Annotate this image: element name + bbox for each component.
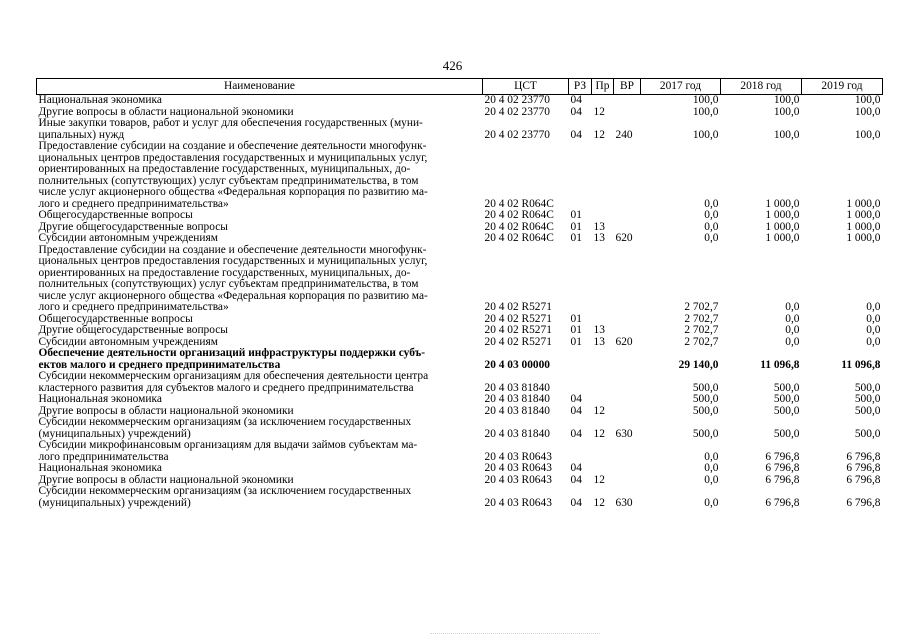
- table-row: [37, 394, 883, 406]
- row-vr: 630: [615, 427, 633, 440]
- budget-table: [36, 78, 883, 509]
- row-value-2017: 100,0: [692, 128, 719, 141]
- row-value-2019: 500,0: [854, 393, 881, 405]
- row-vr: [614, 406, 641, 418]
- row-value-2017: 100,0: [692, 105, 719, 118]
- row-name: Общегосударственные вопросы: [38, 312, 193, 325]
- header-pr: Пр: [592, 79, 614, 95]
- row-value-2019: 100,0: [854, 94, 881, 106]
- row-cst: 20 4 02 R5271: [484, 335, 552, 348]
- row-value-2017: 0,0: [704, 197, 719, 210]
- row-value-2019: 0,0: [866, 312, 881, 325]
- row-name: Национальная экономика: [38, 393, 162, 405]
- row-cst: 20 4 03 R0643: [484, 496, 552, 509]
- row-name: Субсидии некоммерческим организациям (за исключением государственных (муниципальных) учреждений): [38, 485, 412, 509]
- row-value-2019: 0,0: [866, 324, 881, 336]
- row-cst: 20 4 02 R064C: [484, 197, 554, 210]
- row-value-2018: 6 796,8: [765, 450, 800, 463]
- row-cst: 20 4 03 81840: [484, 427, 550, 440]
- row-rz: [569, 245, 592, 314]
- row-vr: [614, 475, 641, 487]
- row-value-2017: 100,0: [692, 94, 719, 106]
- row-rz: 04: [570, 473, 582, 486]
- row-cst: 20 4 03 81840: [484, 393, 550, 405]
- row-pr: [592, 463, 614, 475]
- row-value-2017: 500,0: [692, 393, 719, 405]
- row-pr: 13: [593, 220, 605, 233]
- row-rz: 01: [570, 232, 582, 244]
- row-value-2017: 0,0: [704, 496, 719, 509]
- row-pr: 13: [593, 335, 605, 348]
- row-value-2019: 500,0: [854, 381, 881, 394]
- row-cst: 20 4 03 R0643: [484, 462, 552, 474]
- row-rz: 04: [570, 427, 582, 440]
- row-rz: [569, 371, 592, 394]
- row-name: Предоставление субсидии на создание и обеспечение деятельности многофунк- циональных центров предоставления государственных и муниципальных услуг, ориентированных на предоставление государственных, муниципальных, до- полнительных (сопутствующих) услуг субъектам предпринимательства, в том числе услуг акционерного общества «Федеральная корпорация по развитию ма- лого и среднего предпринимательства»: [38, 243, 428, 313]
- row-rz: 04: [570, 462, 582, 474]
- row-rz: 01: [570, 209, 582, 221]
- header-row: [37, 79, 883, 95]
- row-name: Общегосударственные вопросы: [38, 209, 193, 221]
- table-row: [37, 118, 883, 141]
- row-vr: [614, 325, 641, 337]
- table-row: [37, 325, 883, 337]
- row-value-2018: 0,0: [785, 301, 800, 313]
- header-2017: 2017 год: [641, 79, 721, 95]
- row-value-2018: 6 796,8: [765, 462, 800, 474]
- table-body: [37, 95, 883, 510]
- table-row: [37, 486, 883, 509]
- page-number: 426: [442, 58, 463, 73]
- row-rz: 04: [570, 128, 582, 141]
- row-rz: 01: [570, 220, 582, 233]
- table-row: [37, 348, 883, 371]
- row-value-2017: 0,0: [704, 232, 719, 244]
- row-name: Другие вопросы в области национальной экономики: [38, 473, 294, 486]
- header-2018: 2018 год: [721, 79, 802, 95]
- row-cst: 20 4 02 R064C: [484, 232, 554, 244]
- row-value-2017: 2 702,7: [684, 324, 719, 336]
- row-name: Другие вопросы в области национальной экономики: [38, 105, 294, 118]
- header-2019: 2019 год: [802, 79, 883, 95]
- row-name: Субсидии некоммерческим организациям (за исключением государственных (муниципальных) учреждений): [38, 416, 412, 440]
- row-value-2019: 100,0: [854, 128, 881, 141]
- row-value-2018: 100,0: [773, 94, 800, 106]
- row-vr: [614, 371, 641, 394]
- row-value-2019: 1 000,0: [846, 197, 881, 210]
- row-pr: 12: [593, 128, 605, 141]
- row-value-2018: 1 000,0: [765, 220, 800, 233]
- header-name: Наименование: [37, 79, 483, 95]
- row-vr: [614, 394, 641, 406]
- row-vr: [614, 141, 641, 210]
- row-vr: [614, 440, 641, 463]
- row-vr: [614, 95, 641, 107]
- row-cst: 20 4 02 23770: [484, 94, 550, 106]
- row-pr: [592, 394, 614, 406]
- row-rz: 04: [570, 496, 582, 509]
- row-value-2019: 500,0: [854, 404, 881, 417]
- row-cst: 20 4 02 23770: [484, 105, 550, 118]
- row-name: Иные закупки товаров, работ и услуг для обеспечения государственных (муни- ципальных) нужд: [38, 117, 423, 141]
- table-row: [37, 210, 883, 222]
- row-rz: [569, 348, 592, 371]
- row-cst: 20 4 02 R5271: [484, 324, 552, 336]
- row-value-2017: 2 702,7: [684, 301, 719, 313]
- table-row: [37, 463, 883, 475]
- row-name: Обеспечение деятельности организаций инфраструктуры поддержки субъ- ектов малого и среднего предпринимательства: [38, 347, 426, 371]
- row-rz: 04: [570, 393, 582, 405]
- header-rz: РЗ: [569, 79, 592, 95]
- row-pr: [592, 440, 614, 463]
- row-value-2019: 6 796,8: [846, 473, 881, 486]
- row-rz: [569, 440, 592, 463]
- table-row: [37, 233, 883, 245]
- row-pr: [592, 95, 614, 107]
- row-value-2017: 0,0: [704, 450, 719, 463]
- row-value-2017: 500,0: [692, 427, 719, 440]
- row-cst: 20 4 02 R064C: [484, 220, 554, 233]
- row-value-2017: 0,0: [704, 220, 719, 233]
- header-cst: ЦСТ: [483, 79, 569, 95]
- row-cst: 20 4 02 23770: [484, 128, 550, 141]
- row-value-2018: 500,0: [773, 393, 800, 405]
- row-value-2018: 1 000,0: [765, 197, 800, 210]
- row-vr: 240: [615, 128, 633, 141]
- row-value-2019: 1 000,0: [846, 220, 881, 233]
- row-cst: 20 4 03 00000: [484, 358, 550, 371]
- row-cst: 20 4 02 R064C: [484, 209, 554, 221]
- page-bottom-artifact: [430, 633, 600, 638]
- row-vr: 620: [615, 335, 633, 348]
- row-name: Субсидии микрофинансовым организациям для выдачи займов субъектам ма- лого предпринимательства: [38, 439, 418, 463]
- row-pr: 13: [593, 324, 605, 336]
- row-value-2017: 500,0: [692, 404, 719, 417]
- row-cst: 20 4 03 81840: [484, 381, 550, 394]
- row-value-2017: 0,0: [704, 462, 719, 474]
- row-name: Национальная экономика: [38, 462, 162, 474]
- row-pr: [592, 371, 614, 394]
- row-value-2018: 6 796,8: [765, 496, 800, 509]
- row-vr: 630: [615, 496, 633, 509]
- row-value-2018: 11 096,8: [760, 358, 800, 371]
- table-row: [37, 371, 883, 394]
- row-vr: [614, 210, 641, 222]
- row-pr: [592, 141, 614, 210]
- row-rz: 04: [570, 404, 582, 417]
- table-row: [37, 245, 883, 314]
- row-name: Субсидии некоммерческим организациям для обеспечения деятельности центра кластерного развития для субъектов малого и среднего предпринимательства: [38, 370, 429, 394]
- row-name: Предоставление субсидии на создание и обеспечение деятельности многофунк- циональных центров предоставления государственных и муниципальных услуг, ориентированных на предоставление государственных, муниципальных, до- полнительных (сопутствующих) услуг субъектам предпринимательства, в том числе услуг акционерного общества «Федеральная корпорация по развитию ма- лого и среднего предпринимательства»: [38, 140, 428, 210]
- row-rz: 01: [570, 312, 582, 325]
- row-value-2017: 0,0: [704, 209, 719, 221]
- row-cst: 20 4 02 R5271: [484, 312, 552, 325]
- row-value-2018: 1 000,0: [765, 232, 800, 244]
- row-rz: 01: [570, 335, 582, 348]
- row-name: Субсидии автономным учреждениям: [38, 335, 218, 348]
- row-value-2018: 500,0: [773, 381, 800, 394]
- row-value-2019: 0,0: [866, 335, 881, 348]
- row-rz: 01: [570, 324, 582, 336]
- table-row: [37, 95, 883, 107]
- row-pr: 13: [593, 232, 605, 244]
- row-value-2019: 11 096,8: [841, 358, 881, 371]
- row-name: Другие вопросы в области национальной экономики: [38, 404, 294, 417]
- table-header: [37, 79, 883, 95]
- row-value-2017: 500,0: [692, 381, 719, 394]
- row-cst: 20 4 02 R5271: [484, 301, 552, 313]
- row-value-2018: 6 796,8: [765, 473, 800, 486]
- row-vr: [614, 107, 641, 119]
- row-rz: 04: [570, 94, 582, 106]
- row-value-2018: 100,0: [773, 128, 800, 141]
- row-value-2019: 1 000,0: [846, 209, 881, 221]
- row-pr: [592, 210, 614, 222]
- row-value-2018: 1 000,0: [765, 209, 800, 221]
- row-vr: [614, 348, 641, 371]
- row-rz: [569, 141, 592, 210]
- row-vr: [614, 314, 641, 326]
- row-value-2019: 1 000,0: [846, 232, 881, 244]
- row-value-2019: 0,0: [866, 301, 881, 313]
- row-pr: 12: [593, 105, 605, 118]
- row-vr: 620: [615, 232, 633, 244]
- row-value-2019: 6 796,8: [846, 450, 881, 463]
- row-pr: [592, 245, 614, 314]
- row-value-2018: 100,0: [773, 105, 800, 118]
- row-vr: [614, 463, 641, 475]
- row-pr: 12: [593, 427, 605, 440]
- row-pr: 12: [593, 496, 605, 509]
- table-row: [37, 141, 883, 210]
- row-pr: 12: [593, 473, 605, 486]
- row-value-2017: 0,0: [704, 473, 719, 486]
- row-value-2018: 500,0: [773, 404, 800, 417]
- table-row: [37, 417, 883, 440]
- row-value-2018: 0,0: [785, 312, 800, 325]
- row-value-2019: 100,0: [854, 105, 881, 118]
- row-value-2019: 500,0: [854, 427, 881, 440]
- row-value-2019: 6 796,8: [846, 462, 881, 474]
- row-name: Другие общегосударственные вопросы: [38, 220, 228, 233]
- header-vr: ВР: [614, 79, 641, 95]
- row-rz: 04: [570, 105, 582, 118]
- row-value-2018: 500,0: [773, 427, 800, 440]
- row-name: Национальная экономика: [38, 94, 162, 106]
- row-value-2018: 0,0: [785, 324, 800, 336]
- row-value-2019: 6 796,8: [846, 496, 881, 509]
- row-pr: 12: [593, 404, 605, 417]
- row-value-2017: 2 702,7: [684, 312, 719, 325]
- row-cst: 20 4 03 81840: [484, 404, 550, 417]
- row-value-2017: 29 140,0: [678, 358, 719, 371]
- row-name: Другие общегосударственные вопросы: [38, 324, 228, 336]
- table-row: [37, 440, 883, 463]
- row-cst: 20 4 03 R0643: [484, 450, 552, 463]
- row-value-2017: 2 702,7: [684, 335, 719, 348]
- row-vr: [614, 245, 641, 314]
- row-name: Субсидии автономным учреждениям: [38, 232, 218, 244]
- row-pr: [592, 348, 614, 371]
- row-value-2018: 0,0: [785, 335, 800, 348]
- row-cst: 20 4 03 R0643: [484, 473, 552, 486]
